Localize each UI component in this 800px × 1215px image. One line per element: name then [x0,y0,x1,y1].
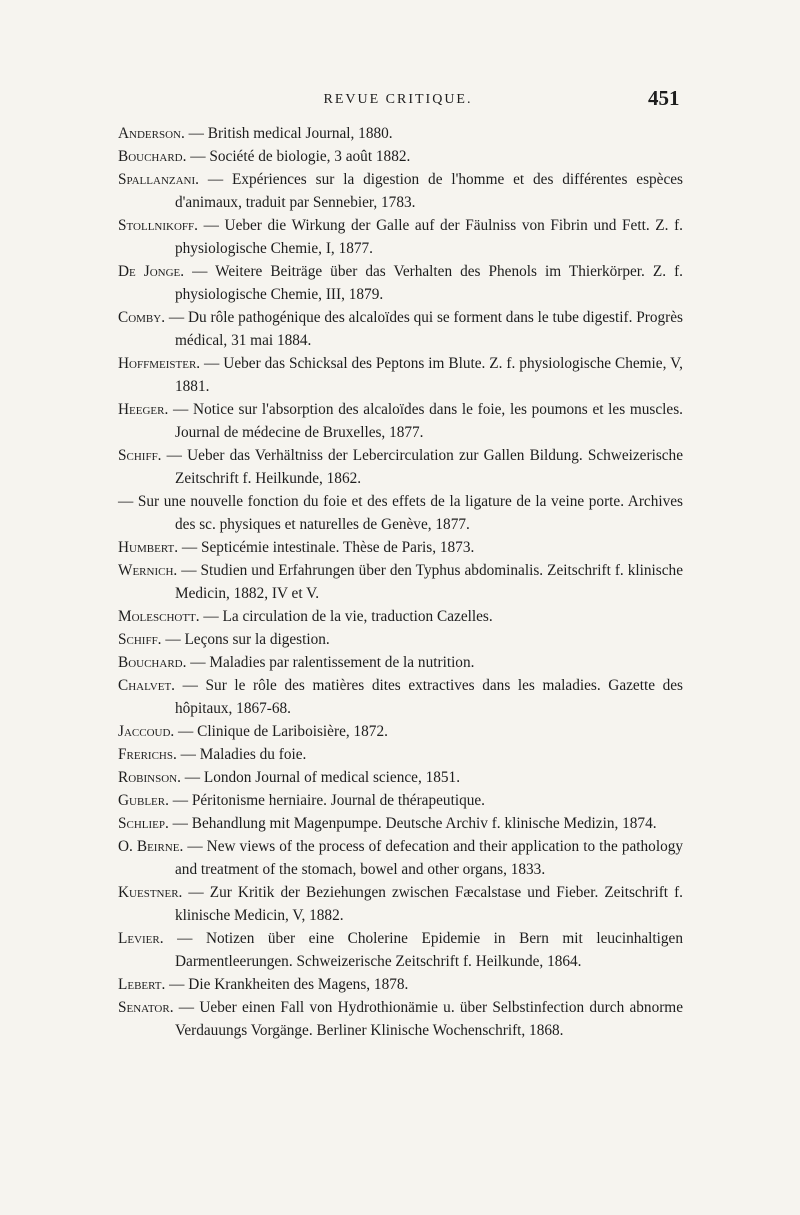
reference-entry [118,605,683,628]
reference-text: — Septicémie intestinale. Thèse de Paris, 1873. [178,539,475,556]
reference-text: — Ueber einen Fall von Hydrothionämie u. über Selbstinfection durch abnorme Verdauungs Vorgänge. Berliner Klinische Wochenschrift, 1868. [173,999,683,1039]
reference-author: Stollnikoff. [118,217,198,234]
running-header: REVUE CRITIQUE. [323,92,473,107]
reference-entry [118,306,683,352]
reference-entry [118,720,683,743]
reference-text: — Sur une nouvelle fonction du foie et des effets de la ligature de la veine porte. Archives des sc. physiques et naturelles de Genève, 1877. [118,493,683,533]
reference-author: Lebert. [118,976,166,993]
reference-author: Anderson. [118,125,185,142]
reference-author: Chalvet. [118,677,176,694]
reference-entry [118,536,683,559]
reference-author: Levier. [118,930,164,947]
reference-entry [118,812,683,835]
reference-author: Schiff. [118,631,162,648]
reference-author: O. Beirne. [118,838,184,855]
reference-text: — Weitere Beiträge über das Verhalten des Phenols im Thierkörper. Z. f. physiologische Chemie, III, 1879. [175,263,683,303]
reference-entry [118,214,683,260]
reference-author: Schliep. [118,815,169,832]
reference-text: — La circulation de la vie, traduction Cazelles. [199,608,493,625]
reference-author: Spallanzani. [118,171,199,188]
reference-text: — British medical Journal, 1880. [184,125,393,142]
reference-entry [118,122,683,145]
reference-author: Jaccoud. [118,723,175,740]
reference-author: Bouchard. [118,654,187,671]
reference-text: — New views of the process of defecation and their application to the pathology and treatment of the stomach, bowel and other organs, 1833. [175,838,684,878]
reference-author: Humbert. [118,539,179,556]
reference-entry [118,490,683,536]
reference-author: Heeger. [118,401,169,418]
reference-entry [118,743,683,766]
reference-text: — Ueber die Wirkung der Galle auf der Fäulniss von Fibrin und Fett. Z. f. physiologische Chemie, I, 1877. [175,217,683,257]
reference-entry [118,881,683,927]
reference-entry [118,628,683,651]
reference-text: — Clinique de Lariboisière, 1872. [174,723,388,740]
reference-entry [118,145,683,168]
reference-entry [118,352,683,398]
reference-text: — London Journal of medical science, 1851. [180,769,461,786]
reference-entry [118,927,683,973]
reference-author: Comby. [118,309,166,326]
reference-text: — Notizen über eine Cholerine Epidemie in Bern mit leucinhaltigen Darmentleerungen. Schweizerische Zeitschrift f. Heilkunde, 1864. [163,930,683,970]
reference-entry [118,168,683,214]
reference-entry [118,444,683,490]
reference-entry [118,766,683,789]
reference-author: Hoffmeister. [118,355,201,372]
reference-text: — Maladies du foie. [176,746,307,763]
reference-author: De Jonge. [118,263,185,280]
reference-entry [118,651,683,674]
reference-entry [118,260,683,306]
reference-author: Bouchard. [118,148,187,165]
reference-text: — Ueber das Verhältniss der Lebercirculation zur Gallen Bildung. Schweizerische Zeitschrift f. Heilkunde, 1862. [161,447,683,487]
reference-author: Senator. [118,999,174,1016]
reference-text: — Zur Kritik der Beziehungen zwischen Fæcalstase und Fieber. Zeitschrift f. klinische Medicin, V, 1882. [175,884,683,924]
reference-text: — Ueber das Schicksal des Peptons im Blute. Z. f. physiologische Chemie, V, 1881. [175,355,683,395]
reference-author: Moleschott. [118,608,200,625]
reference-text: — Péritonisme herniaire. Journal de thérapeutique. [168,792,485,809]
reference-entry [118,789,683,812]
reference-list [118,122,683,1042]
reference-text: — Du rôle pathogénique des alcaloïdes qui se forment dans le tube digestif. Progrès médical, 31 mai 1884. [165,309,683,349]
reference-entry [118,559,683,605]
reference-author: Wernich. [118,562,178,579]
reference-entry [118,674,683,720]
reference-entry [118,398,683,444]
reference-author: Frerichs. [118,746,177,763]
reference-author: Robinson. [118,769,181,786]
reference-text: — Maladies par ralentissement de la nutrition. [186,654,475,671]
reference-entry [118,996,683,1042]
reference-author: Gubler. [118,792,169,809]
reference-text: — Behandlung mit Magenpumpe. Deutsche Archiv f. klinische Medizin, 1874. [168,815,657,832]
page-number: 451 [648,86,680,110]
reference-text: — Die Krankheiten des Magens, 1878. [165,976,409,993]
reference-text: — Expériences sur la digestion de l'homme et des différentes espèces d'animaux, traduit par Sennebier, 1783. [175,171,683,211]
reference-text: — Notice sur l'absorption des alcaloïdes dans le foie, les poumons et les muscles. Journal de médecine de Bruxelles, 1877. [168,401,683,441]
reference-text: — Société de biologie, 3 août 1882. [186,148,411,165]
reference-entry [118,973,683,996]
reference-author: Schiff. [118,447,162,464]
reference-text: — Sur le rôle des matières dites extractives dans les maladies. Gazette des hôpitaux, 1867-68. [175,677,683,717]
reference-author: Kuestner. [118,884,183,901]
reference-text: — Studien und Erfahrungen über den Typhus abdominalis. Zeitschrift f. klinische Medicin, 1882, IV et V. [175,562,683,602]
reference-text: — Leçons sur la digestion. [161,631,330,648]
reference-entry [118,835,683,881]
